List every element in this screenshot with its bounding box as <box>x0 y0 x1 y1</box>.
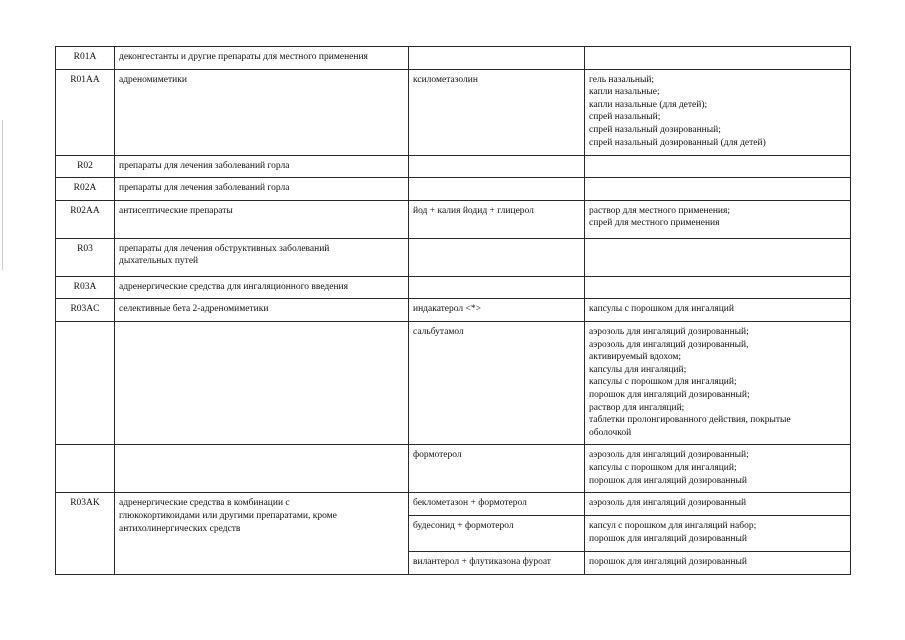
table-row <box>56 69 851 155</box>
drug-name-cell: ксилометазолин <box>409 69 585 155</box>
table-row <box>56 493 851 516</box>
table-row <box>56 200 851 238</box>
drug-name-cell: формотерол <box>409 445 585 493</box>
drug-name-cell: йод + калия йодид + глицерол <box>409 200 585 238</box>
drug-name-cell <box>409 178 585 201</box>
table-row <box>56 178 851 201</box>
scan-margin-line <box>2 120 3 270</box>
anatomical-group-cell: препараты для лечения обструктивных заболеваний дыхательных путей <box>115 238 409 276</box>
dosage-forms-cell: аэрозоль для ингаляций дозированный <box>585 493 851 516</box>
drug-name-cell: индакатерол <*> <box>409 299 585 322</box>
atc-code-cell: R01A <box>56 47 115 70</box>
drug-name-cell: будесонид + формотерол <box>409 515 585 551</box>
dosage-forms-cell: раствор для местного применения; спрей для местного применения <box>585 200 851 238</box>
atc-code-cell: R02A <box>56 178 115 201</box>
drug-name-cell <box>409 276 585 299</box>
atc-code-cell: R02AA <box>56 200 115 238</box>
atc-code-cell: R03AC <box>56 299 115 322</box>
dosage-forms-cell <box>585 47 851 70</box>
anatomical-group-cell <box>115 445 409 493</box>
dosage-forms-cell: капсулы с порошком для ингаляций <box>585 299 851 322</box>
drug-list-table <box>55 46 851 575</box>
table-row <box>56 238 851 276</box>
anatomical-group-cell: адренергические средства в комбинации с глюкокортикоидами или другими препаратами, кроме антихолинергических средств <box>115 493 409 574</box>
anatomical-group-cell: адреномиметики <box>115 69 409 155</box>
table-row <box>56 299 851 322</box>
atc-code-cell: R03 <box>56 238 115 276</box>
anatomical-group-cell: препараты для лечения заболеваний горла <box>115 178 409 201</box>
drug-name-cell: сальбутамол <box>409 321 585 444</box>
atc-code-cell: R03A <box>56 276 115 299</box>
dosage-forms-cell: капсул с порошком для ингаляций набор; порошок для ингаляций дозированный <box>585 515 851 551</box>
dosage-forms-cell: аэрозоль для ингаляций дозированный; аэрозоль для ингаляций дозированный, активируемый вдохом; капсулы для ингаляций; капсулы с порошком для ингаляций; порошок для ингаляций дозированный; раствор для ингаляций; таблетки пролонгированного действия, покрытые оболочкой <box>585 321 851 444</box>
table-row <box>56 276 851 299</box>
drug-name-cell: вилантерол + флутиказона фуроат <box>409 551 585 574</box>
atc-code-cell: R01AA <box>56 69 115 155</box>
dosage-forms-cell <box>585 238 851 276</box>
drug-name-cell <box>409 155 585 178</box>
anatomical-group-cell: селективные бета 2-адреномиметики <box>115 299 409 322</box>
anatomical-group-cell: антисептические препараты <box>115 200 409 238</box>
dosage-forms-cell <box>585 276 851 299</box>
dosage-forms-cell: аэрозоль для ингаляций дозированный; капсулы с порошком для ингаляций; порошок для ингаляций дозированный <box>585 445 851 493</box>
table-row <box>56 321 851 444</box>
table-row <box>56 445 851 493</box>
dosage-forms-cell <box>585 155 851 178</box>
dosage-forms-cell: порошок для ингаляций дозированный <box>585 551 851 574</box>
drug-name-cell <box>409 47 585 70</box>
anatomical-group-cell: адренергические средства для ингаляционного введения <box>115 276 409 299</box>
atc-code-cell <box>56 445 115 493</box>
table-row <box>56 47 851 70</box>
drug-name-cell: беклометазон + формотерол <box>409 493 585 516</box>
atc-code-cell <box>56 321 115 444</box>
anatomical-group-cell: деконгестанты и другие препараты для местного применения <box>115 47 409 70</box>
drug-name-cell <box>409 238 585 276</box>
atc-code-cell: R03AK <box>56 493 115 574</box>
anatomical-group-cell <box>115 321 409 444</box>
dosage-forms-cell: гель назальный; капли назальные; капли назальные (для детей); спрей назальный; спрей назальный дозированный; спрей назальный дозированный (для детей) <box>585 69 851 155</box>
table-row <box>56 155 851 178</box>
atc-code-cell: R02 <box>56 155 115 178</box>
anatomical-group-cell: препараты для лечения заболеваний горла <box>115 155 409 178</box>
dosage-forms-cell <box>585 178 851 201</box>
